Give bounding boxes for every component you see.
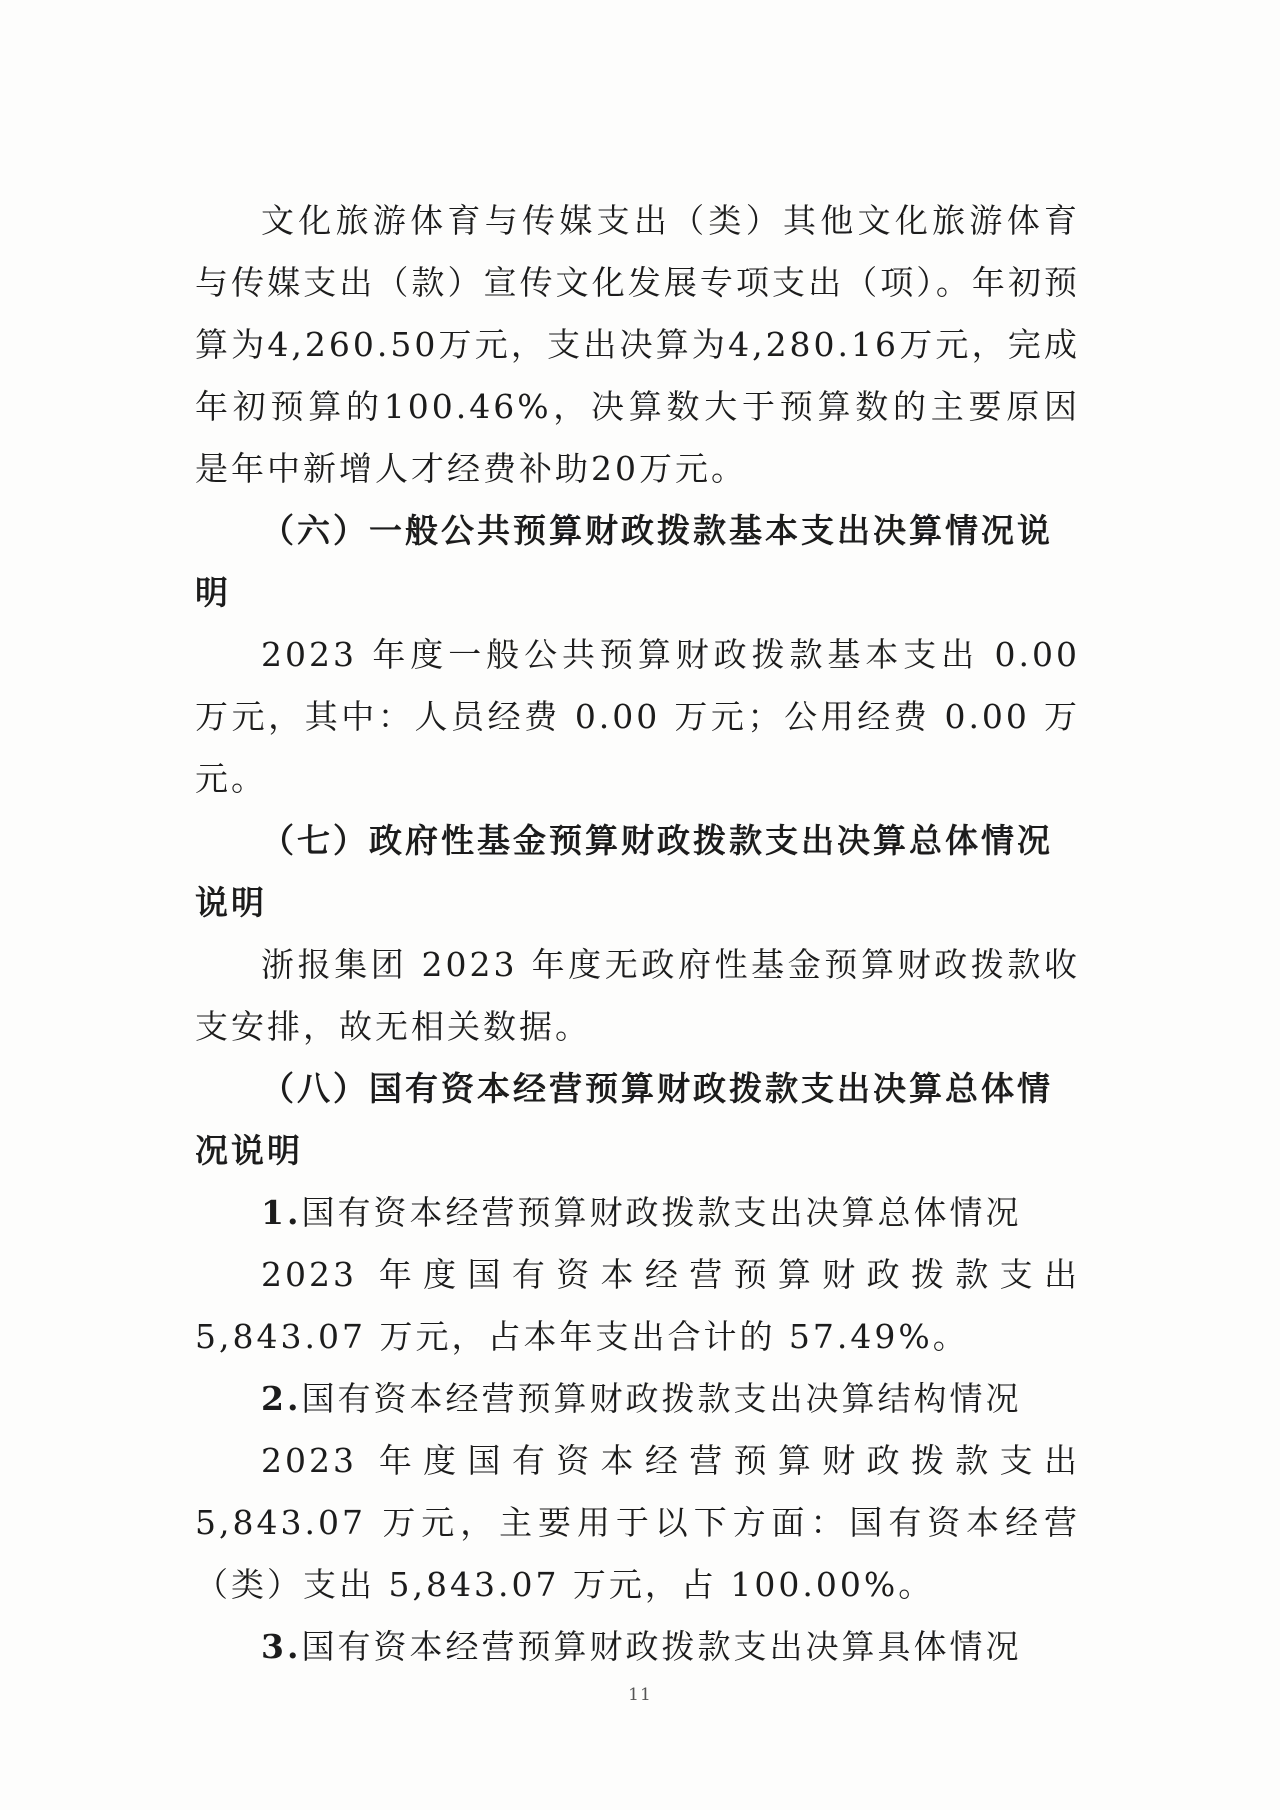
- page-number: 11: [628, 1685, 652, 1705]
- subheading-3: [195, 1616, 1080, 1678]
- paragraph-government-fund: 浙报集团 2023 年度无政府性基金预算财政拨款收支安排，故无相关数据。: [195, 945, 1080, 1046]
- subheading-number: 3.: [261, 1627, 302, 1666]
- subheading-number: 1.: [261, 1193, 302, 1232]
- subheading-2: [195, 1368, 1080, 1430]
- subheading-text: 国有资本经营预算财政拨款支出决算结构情况: [301, 1379, 1022, 1418]
- paragraph-basic-expenditure: 2023 年度一般公共预算财政拨款基本支出 0.00 万元，其中：人员经费 0.00 万元；公用经费 0.00 万元。: [195, 635, 1080, 798]
- paragraph-culture-expenditure: 文化旅游体育与传媒支出（类）其他文化旅游体育与传媒支出（款）宣传文化发展专项支出（项）。年初预算为4,260.50万元，支出决算为4,280.16万元，完成年初预算的100.46%，决算数大于预算数的主要原因是年中新增人才经费补助20万元。: [195, 201, 1080, 488]
- heading-section-8: （八）国有资本经营预算财政拨款支出决算总体情况说明: [195, 1069, 1053, 1170]
- heading-section-6: （六）一般公共预算财政拨款基本支出决算情况说明: [195, 511, 1053, 612]
- subheading-number: 2.: [261, 1379, 302, 1418]
- paragraph-state-capital-total: 2023 年度国有资本经营预算财政拨款支出 5,843.07 万元，占本年支出合计的 57.49%。: [195, 1255, 1080, 1356]
- subheading-1: [195, 1182, 1080, 1244]
- subheading-text: 国有资本经营预算财政拨款支出决算总体情况: [301, 1193, 1022, 1232]
- paragraph-state-capital-structure: 2023 年度国有资本经营预算财政拨款支出 5,843.07 万元，主要用于以下方面：国有资本经营（类）支出 5,843.07 万元，占 100.00%。: [195, 1441, 1080, 1604]
- heading-section-7: （七）政府性基金预算财政拨款支出决算总体情况说明: [195, 821, 1053, 922]
- subheading-text: 国有资本经营预算财政拨款支出决算具体情况: [301, 1627, 1022, 1666]
